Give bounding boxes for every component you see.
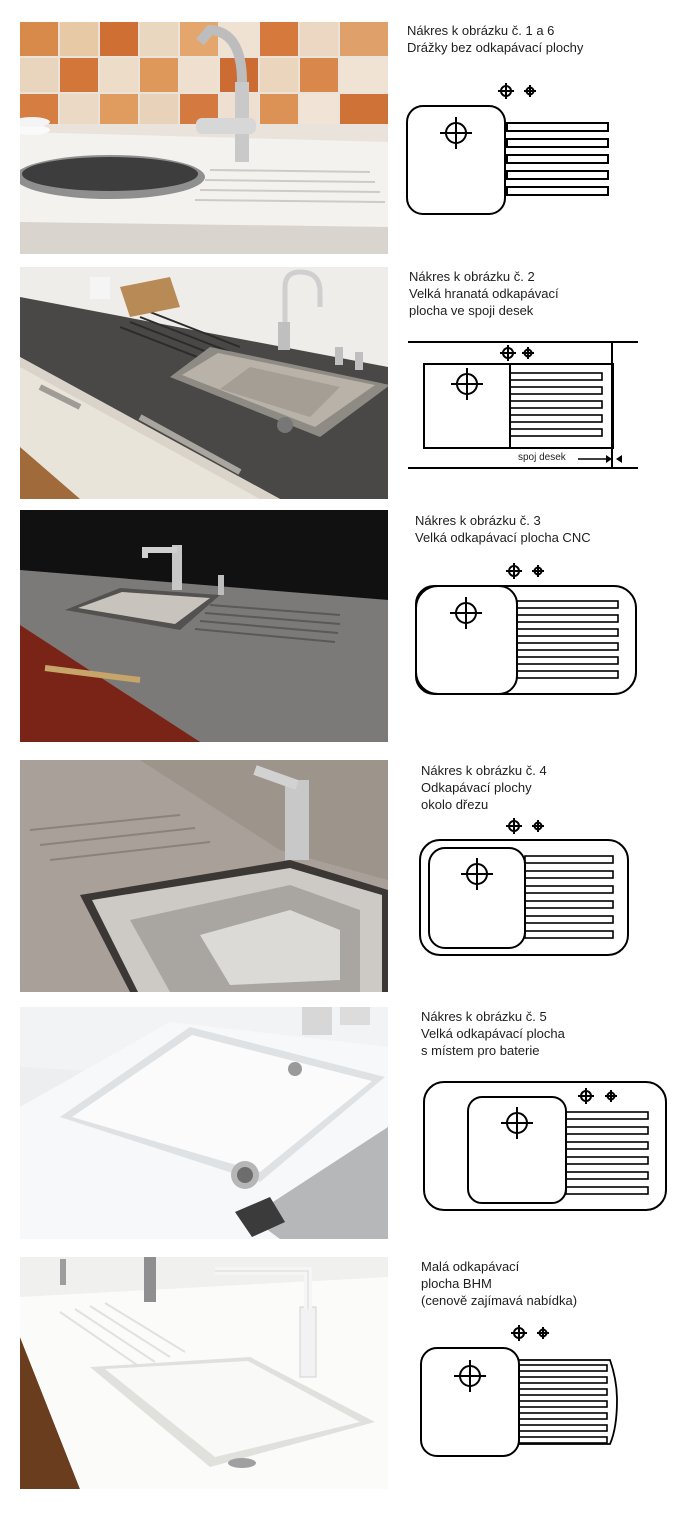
photo-sink-3 <box>20 510 388 742</box>
caption-line: Malá odkapávací <box>421 1259 520 1274</box>
sink-diagram-5 <box>418 1075 673 1215</box>
caption-line: Nákres k obrázku č. 5 <box>421 1009 547 1024</box>
caption-3 <box>415 512 591 546</box>
drain-symbol-icon <box>440 117 472 149</box>
caption-line: plocha ve spoji desek <box>409 303 534 318</box>
caption-line: Velká odkapávací plocha CNC <box>415 530 591 545</box>
drainboard-grooves <box>510 373 602 436</box>
drain-symbol-icon <box>461 858 493 890</box>
drain-symbol-icon <box>454 1360 486 1392</box>
caption-1 <box>407 22 583 56</box>
sink-diagram-2 <box>400 340 645 475</box>
caption-line: s místem pro baterie <box>421 1043 540 1058</box>
caption-line: Velká odkapávací plocha <box>421 1026 565 1041</box>
caption-2 <box>409 268 559 319</box>
drainboard-grooves <box>507 123 608 195</box>
joint-label: spoj desek <box>518 452 566 463</box>
drain-symbol-icon <box>501 1107 533 1139</box>
caption-5 <box>421 1008 565 1059</box>
drain-symbol-icon <box>450 597 482 629</box>
drainboard-grooves <box>519 1365 607 1443</box>
caption-line: Velká hranatá odkapávací <box>409 286 559 301</box>
photo-sink-4 <box>20 760 388 992</box>
photo-sink-5 <box>20 1007 388 1239</box>
caption-line: Odkapávací plochy <box>421 780 532 795</box>
caption-line: (cenově zajímavá nabídka) <box>421 1293 578 1308</box>
caption-line: Drážky bez odkapávací plochy <box>407 40 584 55</box>
drain-symbol-icon <box>451 368 483 400</box>
caption-line: okolo dřezu <box>421 797 489 812</box>
faucet-symbol-icon <box>511 1325 549 1341</box>
faucet-symbol-icon <box>578 1088 617 1104</box>
faucet-symbol-icon <box>498 83 536 99</box>
photo-sink-6 <box>20 1257 388 1489</box>
sink-diagram-1 <box>400 80 620 220</box>
faucet-symbol-icon <box>506 818 544 834</box>
caption-line: Nákres k obrázku č. 4 <box>421 763 547 778</box>
caption-line: Nákres k obrázku č. 3 <box>415 513 541 528</box>
caption-line: Nákres k obrázku č. 1 a 6 <box>407 23 555 38</box>
photo-sink-1 <box>20 22 388 254</box>
caption-line: Nákres k obrázku č. 2 <box>409 269 535 284</box>
caption-line: plocha BHM <box>421 1276 492 1291</box>
drainboard-grooves <box>525 856 613 938</box>
photo-sink-2 <box>20 267 388 499</box>
caption-6 <box>421 1258 577 1309</box>
sink-diagram-3 <box>408 560 643 700</box>
faucet-symbol-icon <box>500 345 534 361</box>
drainboard-grooves <box>566 1112 648 1194</box>
caption-4 <box>421 762 547 813</box>
drainboard-grooves <box>517 601 618 678</box>
faucet-symbol-icon <box>506 563 544 579</box>
sink-diagram-6 <box>414 1320 634 1460</box>
sink-diagram-4 <box>414 815 634 960</box>
